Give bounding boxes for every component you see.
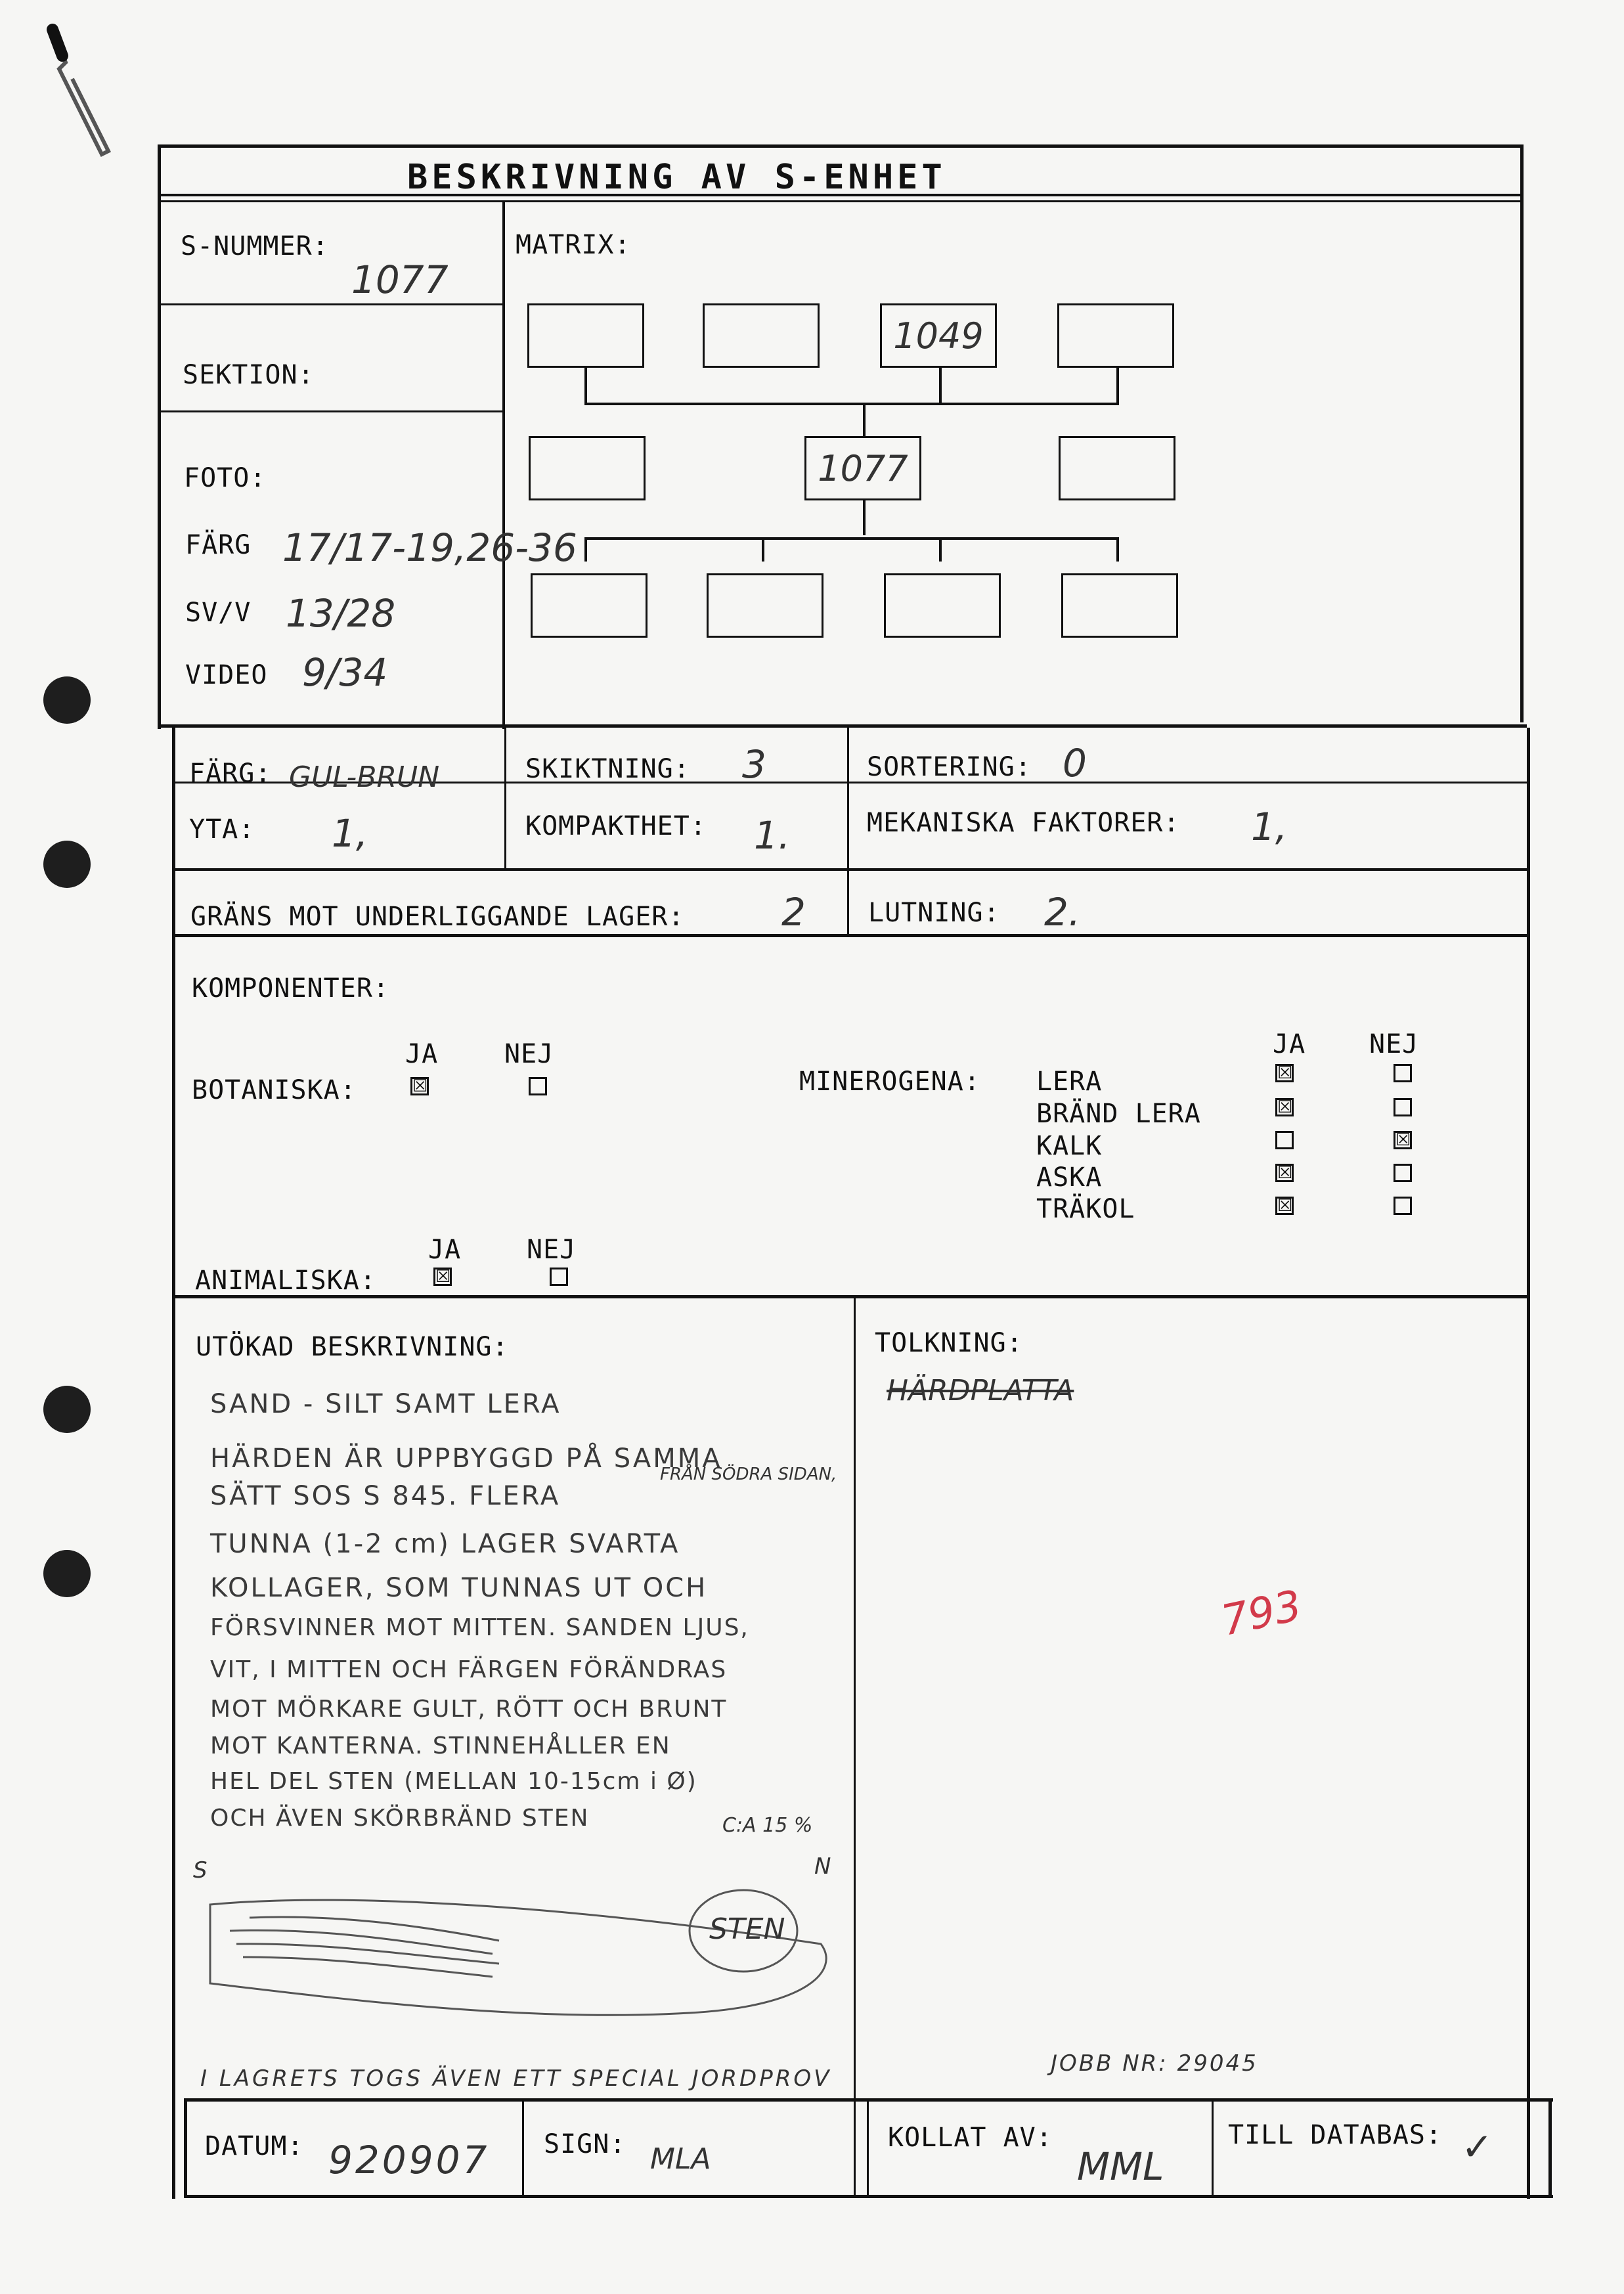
matrix-box[interactable]: 1049 [880,303,997,368]
description-line: SÄTT SOS S 845. FLERA [210,1481,561,1511]
botaniska-ja-checkbox[interactable]: ☒ [410,1077,429,1095]
sign-label: SIGN: [544,2129,626,2159]
section-sketch [190,1878,854,2036]
video-label: VIDEO [185,660,268,690]
kompakthet-label: KOMPAKTHET: [525,811,707,841]
punch-hole [43,841,91,888]
matrix-box[interactable] [531,573,647,638]
description-line: OCH ÄVEN SKÖRBRÄND STEN [210,1805,590,1832]
matrix-box[interactable] [884,573,1001,638]
red-number: 793 [1217,1581,1306,1646]
minerogena-ja-header: JA [1273,1029,1306,1059]
description-line: HÄRDEN ÄR UPPBYGGD PÅ SAMMA [210,1444,722,1474]
trakol-nej-checkbox[interactable] [1394,1197,1412,1215]
matrix-box[interactable] [1061,573,1178,638]
divider [847,728,849,935]
matrix-box[interactable] [1057,303,1174,368]
animaliska-ja-checkbox[interactable]: ☒ [433,1268,452,1286]
video-value[interactable]: 9/34 [302,650,388,695]
farg-foto-value[interactable]: 17/17-19,26-36 [282,525,577,570]
farg-foto-label: FÄRG [185,530,252,560]
skiktning-value[interactable]: 3 [742,742,766,787]
lera-nej-checkbox[interactable] [1394,1064,1412,1082]
animaliska-nej-header: NEJ [527,1235,577,1265]
sv-v-label: SV/V [185,598,252,628]
kompakthet-value[interactable]: 1. [754,813,791,858]
farg-label: FÄRG: [189,759,272,789]
matrix-box[interactable] [527,303,644,368]
aska-nej-checkbox[interactable] [1394,1164,1412,1182]
kollat-value[interactable]: MML [1077,2144,1164,2189]
description-line: HEL DEL STEN (MELLAN 10-15cm i Ø) [210,1768,697,1795]
skiktning-label: SKIKTNING: [525,754,690,784]
divider [502,200,505,729]
minerogena-nej-header: NEJ [1369,1029,1419,1059]
matrix-box[interactable] [703,303,820,368]
punch-hole [43,1386,91,1433]
description-line: MOT MÖRKARE GULT, RÖTT OCH BRUNT [210,1696,728,1723]
paper-clip-icon [39,23,112,161]
mekaniska-label: MEKANISKA FAKTORER: [867,808,1180,838]
description-line: VIT, I MITTEN OCH FÄRGEN FÖRÄNDRAS [210,1656,728,1683]
grans-label: GRÄNS MOT UNDERLIGGANDE LAGER: [190,902,685,932]
minerogena-label: MINEROGENA: [799,1067,980,1097]
sortering-label: SORTERING: [867,752,1032,782]
tolkning-value[interactable]: HÄRDPLATTA [887,1374,1074,1407]
botaniska-label: BOTANISKA: [192,1075,357,1105]
utokad-label: UTÖKAD BESKRIVNING: [196,1332,509,1362]
brand-lera-nej-checkbox[interactable] [1394,1098,1412,1116]
sketch-south-label: S [193,1857,208,1884]
description-note: C:A 15 % [722,1814,813,1837]
matrix-label: MATRIX: [516,230,631,260]
aska-ja-checkbox[interactable]: ☒ [1275,1164,1294,1182]
botaniska-nej-checkbox[interactable] [529,1077,547,1095]
punch-hole [43,1550,91,1597]
mekaniska-value[interactable]: 1, [1251,805,1288,849]
description-line: KOLLAGER, SOM TUNNAS UT OCH [210,1573,708,1603]
kollat-label: KOLLAT AV: [888,2123,1053,2153]
matrix-box[interactable] [529,436,646,500]
s-nummer-label: S-NUMMER: [181,231,329,261]
divider [867,2098,869,2198]
matrix-box[interactable]: 1077 [804,436,921,500]
animaliska-nej-checkbox[interactable] [550,1268,568,1286]
description-line: TUNNA (1-2 cm) LAGER SVARTA [210,1529,680,1559]
frame-border [1527,728,1530,2199]
animaliska-label: ANIMALISKA: [195,1266,376,1296]
divider [161,724,1527,728]
minerogena-item-label: ASKA [1036,1162,1103,1193]
description-line: SAND - SILT SAMT LERA [210,1389,561,1419]
punch-hole [43,676,91,724]
yta-value[interactable]: 1, [332,811,368,856]
tolkning-label: TOLKNING: [875,1328,1023,1358]
sketch-sten-label: STEN [709,1912,785,1946]
till-databas-checkmark[interactable]: ✓ [1461,2125,1493,2169]
farg-value[interactable]: GUL-BRUN [289,761,440,794]
minerogena-item-label: KALK [1036,1131,1103,1161]
sketch-north-label: N [814,1853,831,1880]
description-line: MOT KANTERNA. STINNEHÅLLER EN [210,1732,671,1759]
yta-label: YTA: [189,814,255,845]
divider [522,2098,524,2198]
minerogena-item-label: BRÄND LERA [1036,1099,1201,1129]
divider [161,410,502,412]
sortering-value[interactable]: 0 [1063,741,1087,785]
frame-border [1520,144,1524,722]
grans-value[interactable]: 2 [781,890,806,935]
divider [1548,2098,1552,2198]
divider [174,868,1529,871]
jobb-nr: JOBB NR: 29045 [1051,2050,1258,2077]
animaliska-ja-header: JA [428,1235,462,1265]
matrix-box[interactable] [1059,436,1175,500]
kalk-nej-checkbox[interactable]: ☒ [1394,1131,1412,1149]
divider [504,728,506,869]
foto-label: FOTO: [184,463,267,493]
minerogena-item-label: TRÄKOL [1036,1194,1135,1224]
frame-border [158,144,1524,148]
datum-label: DATUM: [205,2131,304,2161]
botaniska-ja-header: JA [405,1039,439,1069]
matrix-box[interactable] [707,573,823,638]
description-line: FÖRSVINNER MOT MITTEN. SANDEN LJUS, [210,1614,749,1641]
trakol-ja-checkbox[interactable]: ☒ [1275,1197,1294,1215]
page-title: BESKRIVNING AV S-ENHET [407,158,946,197]
description-insert: FRÅN SÖDRA SIDAN, [660,1465,837,1484]
frame-border [158,144,161,729]
divider [854,1297,856,2197]
sign-value[interactable]: MLA [650,2142,711,2176]
sektion-label: SEKTION: [183,360,315,390]
till-databas-label: TILL DATABAS: [1228,2120,1443,2150]
divider [174,1295,1529,1298]
komponenter-label: KOMPONENTER: [192,973,389,1004]
lutning-value[interactable]: 2. [1044,890,1081,935]
minerogena-item-label: LERA [1036,1067,1103,1097]
datum-value[interactable]: 920907 [328,2138,490,2182]
divider [174,934,1529,937]
frame-border [172,728,175,2199]
kalk-ja-checkbox[interactable] [1275,1131,1294,1149]
frame-border [158,200,1524,202]
divider [1212,2098,1214,2198]
divider [161,303,502,305]
lutning-label: LUTNING: [868,898,1000,928]
brand-lera-ja-checkbox[interactable]: ☒ [1275,1098,1294,1116]
lera-ja-checkbox[interactable]: ☒ [1275,1064,1294,1082]
divider [184,2098,187,2198]
footer-note: I LAGRETS TOGS ÄVEN ETT SPECIAL JORDPROV [200,2065,832,2092]
s-nummer-value[interactable]: 1077 [351,257,449,302]
sv-v-value[interactable]: 13/28 [286,591,396,636]
botaniska-nej-header: NEJ [504,1039,554,1069]
